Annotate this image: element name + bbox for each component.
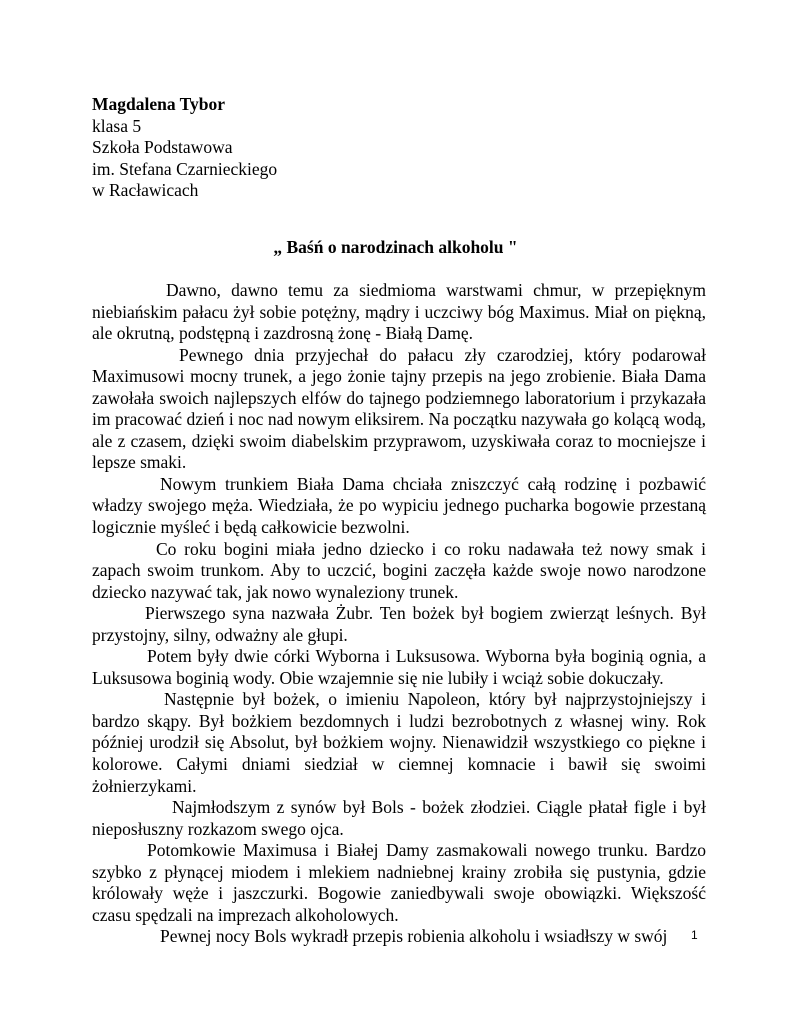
paragraph-7: Następnie był bożek, o imieniu Napoleon, który był najprzystojniejszy i bardzo skąpy. Był bożkiem bezdomnych i ludzi bezrobotnych z własnej winy. Rok później urodził się Absolut, był bożkiem wojny. Nienawidził wszystkiego co piękne i kolorowe. Całymi dniami siedział w ciemnej komnacie i bawił się swoimi żołnierzykami. [92, 689, 706, 796]
paragraph-1: Dawno, dawno temu za siedmioma warstwami chmur, w przepięknym niebiańskim pałacu żył sobie potężny, mądry i uczciwy bóg Maximus. Miał on piękną, ale okrutną, podstępną i zazdrosną żonę - Białą Damę. [92, 280, 706, 344]
paragraph-8: Najmłodszym z synów był Bols - bożek złodziei. Ciągle płatał figle i był nieposłuszny rozkazom swego ojca. [92, 797, 706, 839]
paragraph-3: Nowym trunkiem Biała Dama chciała zniszczyć całą rodzinę i pozbawić władzy swojego męża. Wiedziała, że po wypiciu jednego pucharka bogowie przestaną logicznie myśleć i będą całkowicie bezwolni. [92, 473, 706, 538]
author-class: klasa 5 [92, 115, 142, 136]
story-body [92, 280, 706, 948]
author-school-patron: im. Stefana Czarnieckiego [92, 158, 278, 179]
paragraph-10: Pewnej nocy Bols wykradł przepis robienia alkoholu i wsiadłszy w swój [160, 926, 668, 947]
paragraph-2: Pewnego dnia przyjechał do pałacu zły czarodziej, który podarował Maximusowi mocny trunek, a jego żonie tajny przepis na jego zrobienie. Biała Dama zawołała swoich najlepszych elfów do tajnego podziemnego laboratorium i przykazała im pracować dzień i noc nad nowym eliksirem. Na początku nazywała go kolącą wodą, ale z czasem, dzięki swoim diabelskim przyprawom, uzyskiwała coraz to mocniejsze i lepsze smaki. [92, 344, 706, 473]
story-title: „ Baśń o narodzinach alkoholu " [273, 237, 518, 257]
author-block [92, 94, 277, 202]
author-name: Magdalena Tybor [92, 94, 226, 114]
author-school: Szkoła Podstawowa [92, 137, 233, 158]
page-number: 1 [691, 928, 698, 942]
paragraph-4: Co roku bogini miała jedno dziecko i co roku nadawała też nowy smak i zapach swoim trunkom. Aby to uczcić, bogini zaczęła każde swoje nowo narodzone dziecko nazywać tak, jak nowo wynaleziony trunek. [92, 538, 706, 602]
paragraph-5: Pierwszego syna nazwała Żubr. Ten bożek był bogiem zwierząt leśnych. Był przystojny, silny, odważny ale głupi. [92, 603, 706, 645]
author-school-location: w Racławicach [92, 180, 199, 201]
paragraph-6: Potem były dwie córki Wyborna i Luksusowa. Wyborna była boginią ognia, a Luksusowa boginią wody. Obie wzajemnie się nie lubiły i wciąż sobie dokuczały. [92, 646, 706, 688]
paragraph-9: Potomkowie Maximusa i Białej Damy zasmakowali nowego trunku. Bardzo szybko z płynącej miodem i mlekiem nadniebnej krainy zrobiła się pustynia, gdzie królowały węże i jaszczurki. Bogowie zaniedbywali swoje obowiązki. Większość czasu spędzali na imprezach alkoholowych. [92, 840, 706, 925]
